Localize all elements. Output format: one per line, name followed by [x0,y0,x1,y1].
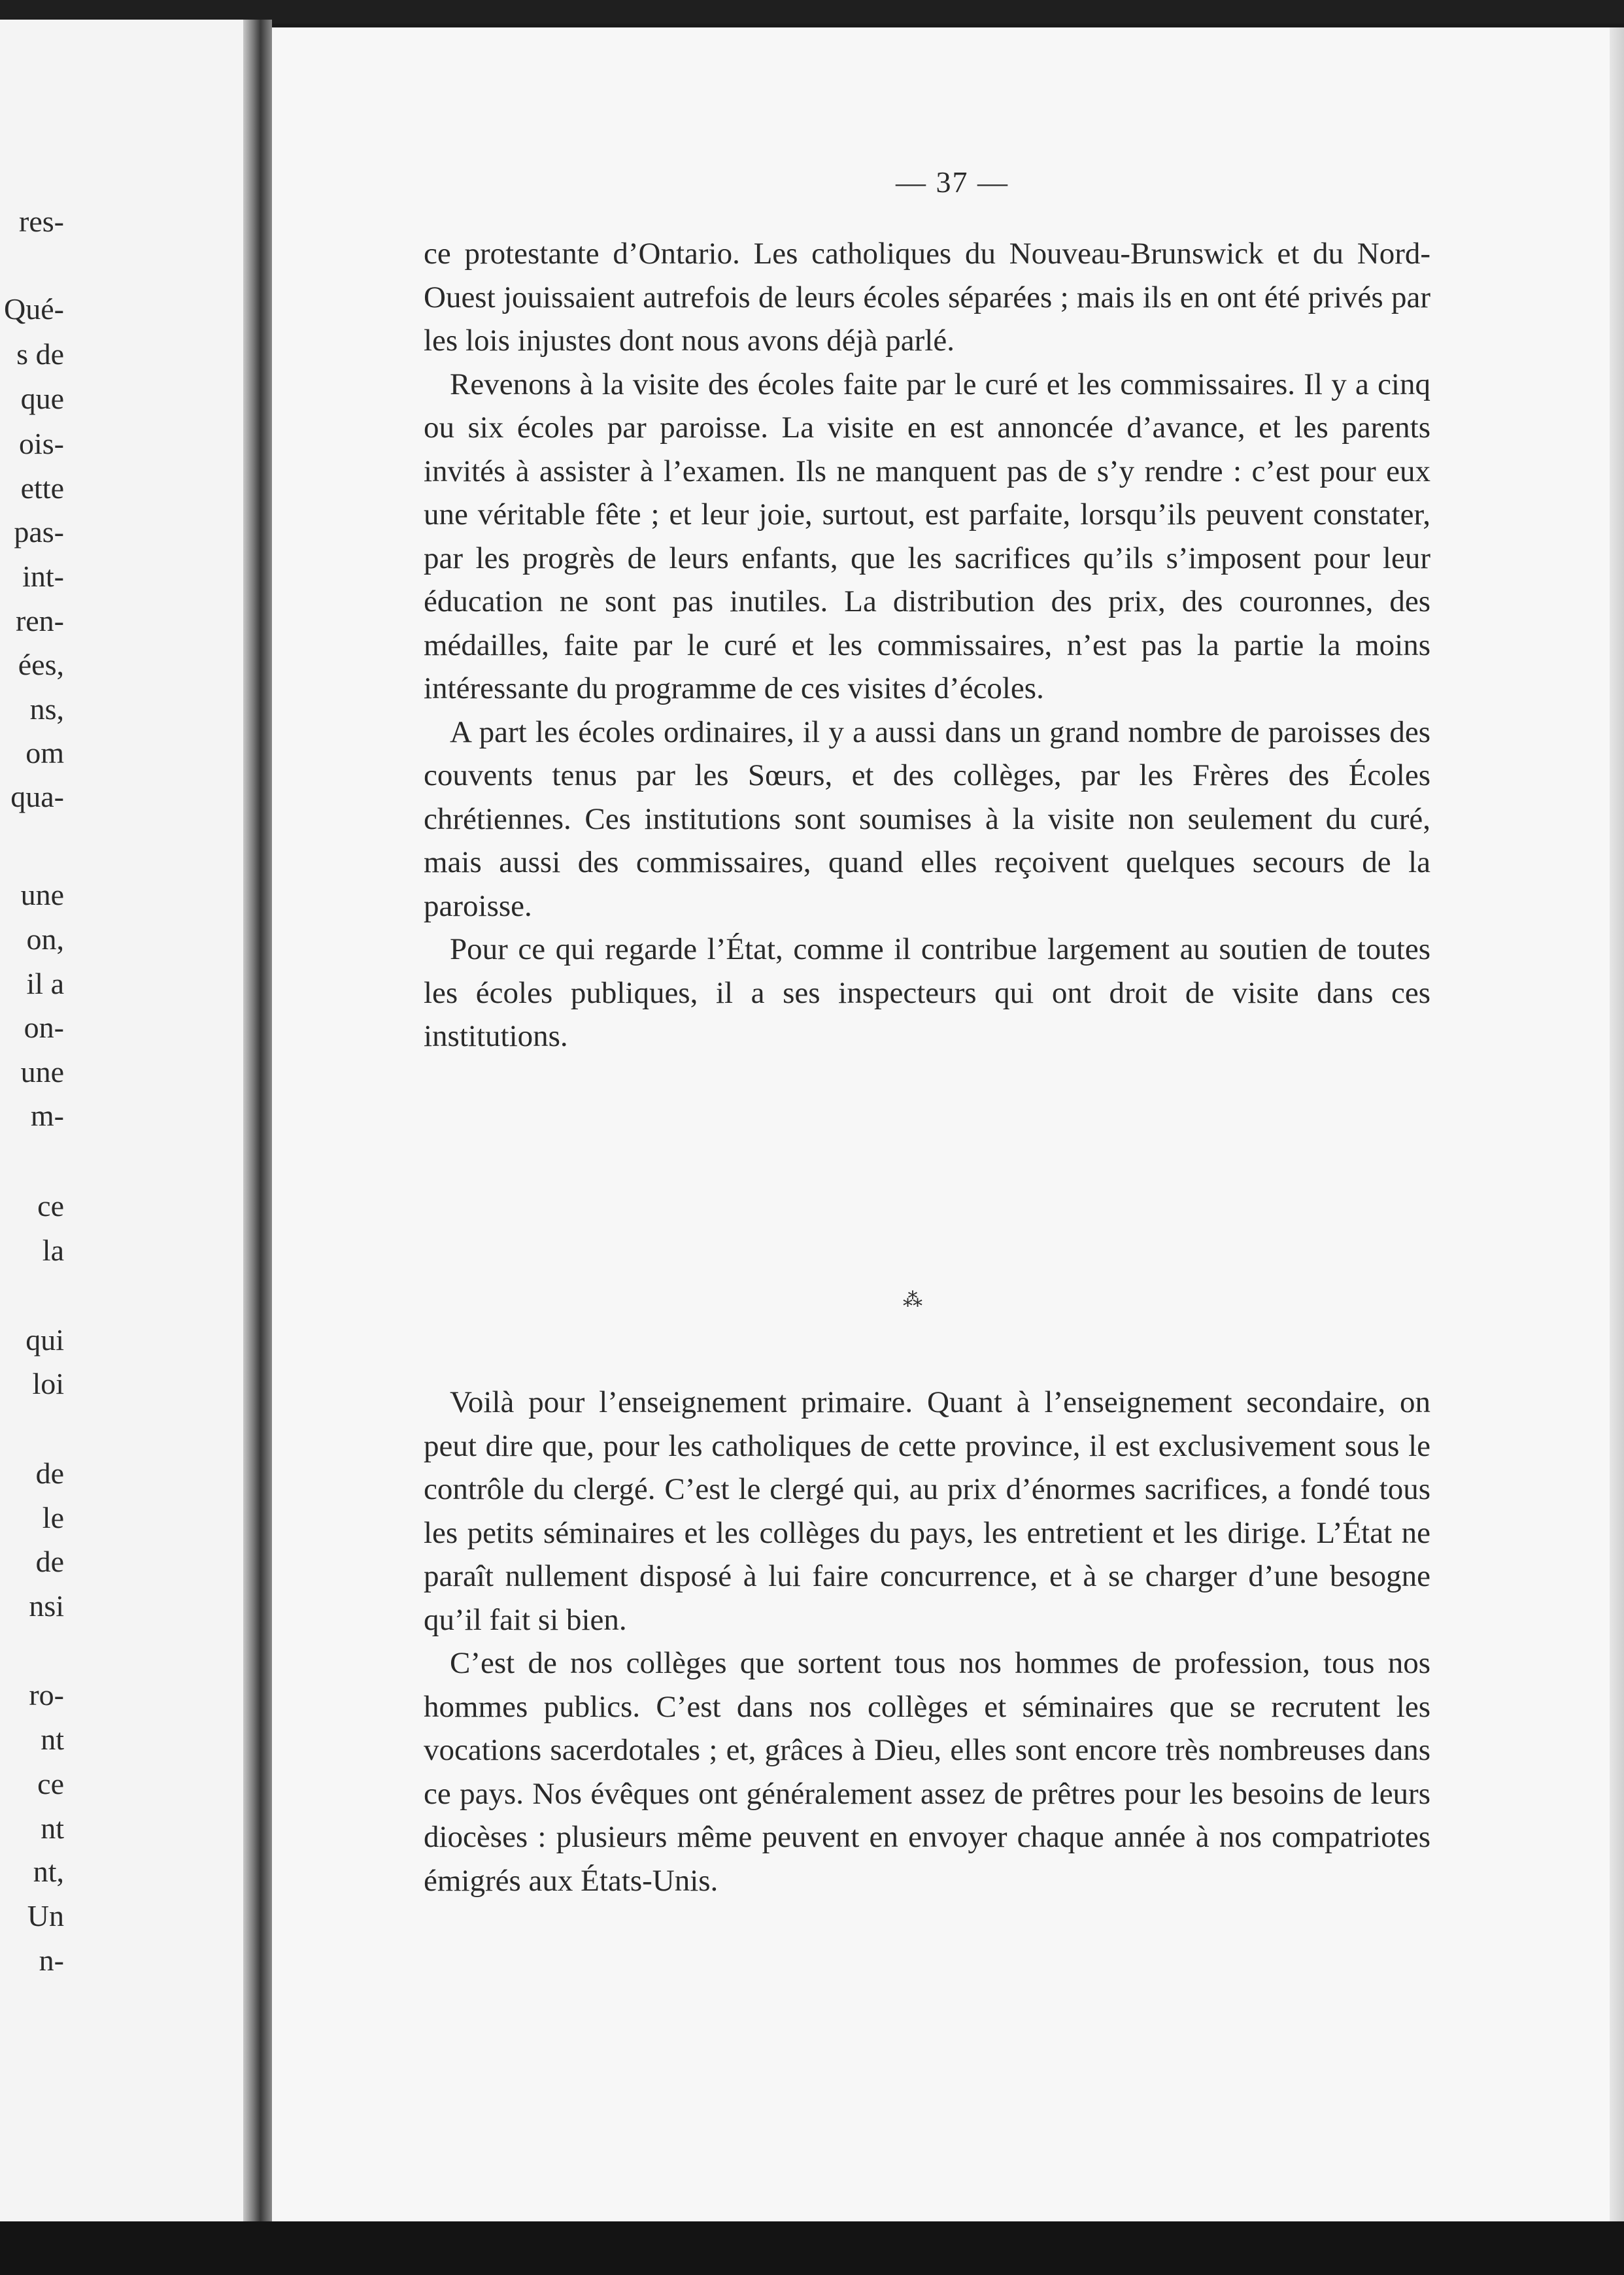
left-page-fragment: m- [30,1099,64,1132]
left-page-fragment: ro- [29,1678,64,1711]
paragraph-convents-colleges: A part les écoles ordinaires, il y a aussi dans un grand nombre de paroisses des couvents tenus par les Sœurs, et des collèges, par les Frères des Écoles chrétiennes. Ces institutions sont soumises à la visite non seulement du curé, mais aussi des commissaires, quand elles reçoivent quelques secours de la paroisse. [424,715,1430,923]
left-page-fragment: s de [16,337,64,371]
left-page-fragment: qui [25,1323,64,1357]
left-page-fragment: int- [22,560,64,593]
page-number: — 37 — [896,165,1009,199]
scan-bottom-border [0,2221,1624,2275]
left-page-fragment: nt [41,1812,64,1845]
paragraph-state-inspectors: Pour ce qui regarde l’État, comme il contribue largement au soutien de toutes les écoles publiques, il a ses inspecteurs qui ont droit de visite dans ces institutions. [424,932,1430,1053]
section-break-asterism: ⁂ [903,1289,922,1311]
left-page-fragment: il a [26,967,64,1000]
left-page-fragment: pas- [14,515,64,548]
paragraph-secondary-education: Voilà pour l’enseignement primaire. Quant à l’enseignement secondaire, on peut dire que, pour les catholiques de cette province, il est exclusivement sous le contrôle du clergé. C’est le clergé qui, au prix d’énormes sacrifices, a fondé tous les petits séminaires et les collèges du pays, les entretient et les dirige. L’État ne paraît nullement disposé à lui faire concurrence, et à se charger d’une besogne qu’il fait si bien. [424,1385,1430,1637]
left-page-fragment: la [42,1234,64,1267]
left-page-fragment: nt [41,1723,64,1756]
left-page-fragment: om [25,736,64,769]
left-page-fragment: res- [19,205,64,238]
left-page-fragment: qua- [10,780,64,813]
left-page-fragment: le [42,1501,64,1534]
left-page-fragment: on, [26,922,64,956]
page-edge [1610,27,1624,2221]
left-page-fragment: loi [32,1367,64,1400]
book-gutter [243,20,272,2221]
left-page-fragment: Qué- [4,292,64,326]
left-page-fragment: que [20,382,64,415]
text-block-after-break [424,1381,1430,1902]
left-page-fragment: une [20,1055,64,1088]
facing-page-left [0,20,243,2221]
paragraph-colleges-vocations: C’est de nos collèges que sortent tous nos hommes de profession, tous nos hommes publics. C’est dans nos collèges et séminaires que se recrutent les vocations sacerdotales ; et, grâces à Dieu, elles sont encore très nombreuses dans ce pays. Nos évêques ont généralement assez de prêtres pour les besoins de leurs diocèses : plusieurs même peuvent en envoyer chaque année à nos compatriotes émigrés aux États-Unis. [424,1646,1430,1898]
left-page-fragment: de [35,1457,64,1490]
text-block-before-break [424,232,1430,1058]
left-page-fragment: une [20,878,64,911]
left-page-fragment: n- [39,1944,64,1977]
left-page-fragment: nsi [29,1589,64,1623]
paragraph-school-visits: Revenons à la visite des écoles faite par le curé et les commissaires. Il y a cinq ou six écoles par paroisse. La visite en est annoncée d’avance, et les parents invités à assister à l’examen. Ils ne manquent pas de s’y rendre : c’est pour eux une véritable fête ; et leur joie, surtout, est parfaite, lorsqu’ils peuvent constater, par les progrès de leurs enfants, que les sacrifices qu’ils s’imposent pour leur éducation ne sont pas inutiles. La distribution des prix, des couronnes, des médailles, faite par le curé et les commissaires, n’est pas la partie la moins intéressante du programme de ces visites d’écoles. [424,367,1430,705]
left-page-fragment: de [35,1545,64,1578]
left-page-fragment: Un [27,1899,64,1932]
left-page-fragment: ren- [15,604,64,637]
left-page-fragment: ette [20,471,64,505]
left-page-fragment: ns, [29,692,64,726]
paragraph-continuation: ce protestante d’Ontario. Les catholiques du Nouveau-Brunswick et du Nord-Ouest jouissaient autrefois de leurs écoles séparées ; mais ils en ont été privés par les lois injustes dont nous avons déjà parlé. [424,237,1430,358]
left-page-fragment: ce [37,1767,64,1800]
left-page-fragment: on- [24,1011,64,1044]
left-page-line-fragments [0,20,243,2221]
left-page-fragment: ce [37,1189,64,1222]
left-page-fragment: nt, [33,1855,64,1888]
left-page-fragment: ées, [18,648,64,681]
left-page-fragment: ois- [19,427,64,460]
